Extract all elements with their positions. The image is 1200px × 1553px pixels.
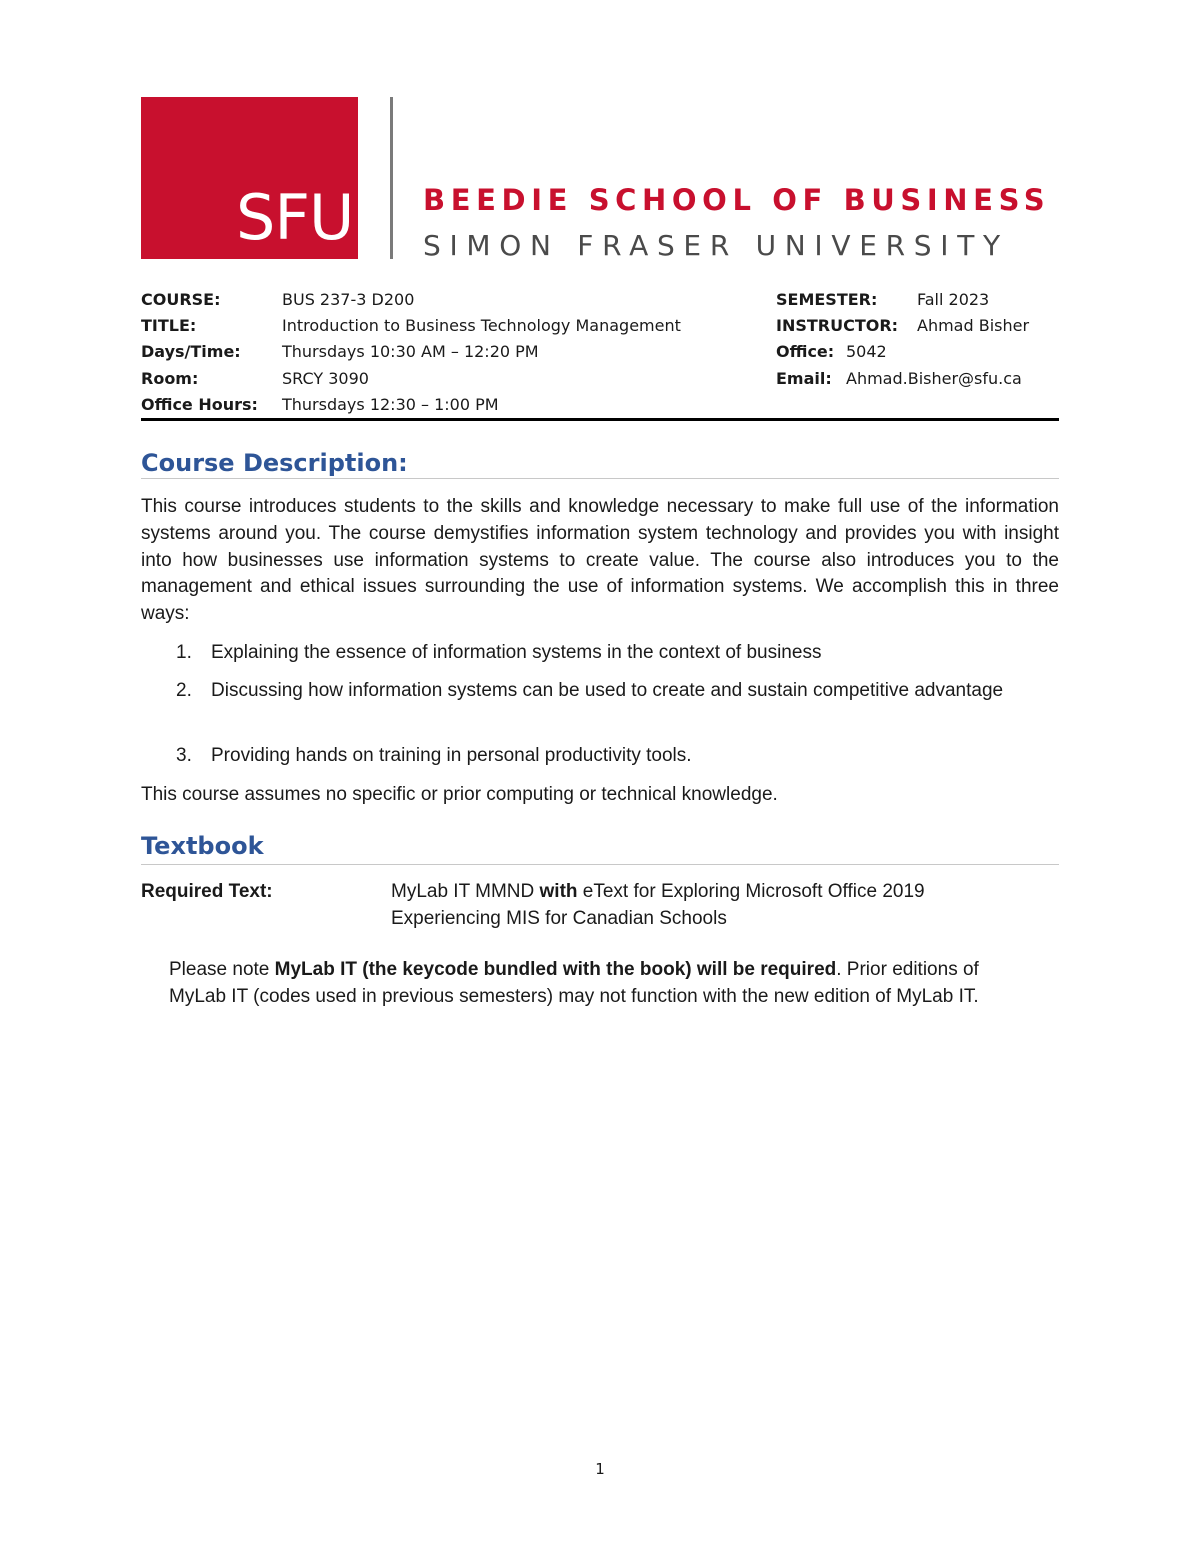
course-value: BUS 237-3 D200	[282, 290, 415, 309]
instructor-label: INSTRUCTOR:	[776, 316, 899, 335]
days-time-label: Days/Time:	[141, 342, 241, 361]
description-paragraph: This course introduces students to the skills and knowledge necessary to make full use of the information systems around you. The course demystifies information system technology and provides you with insight into how businesses use information systems to create value. The course also introduces you to the management and ethical issues surrounding the use of information systems. We accomplish this in three ways:	[141, 496, 1059, 625]
textbook-note	[169, 957, 1019, 1011]
days-time-value: Thursdays 10:30 AM – 12:20 PM	[282, 342, 539, 361]
sfu-logo	[141, 97, 358, 259]
office-value: 5042	[846, 342, 887, 361]
school-name: BEEDIE SCHOOL OF BUSINESS	[423, 183, 1051, 217]
text-segment: MyLab IT MMND	[391, 881, 540, 902]
room-label: Room:	[141, 369, 199, 388]
list-item-number: 1.	[176, 642, 192, 663]
bold-segment: MyLab IT (the keycode bundled with the book) will be required	[274, 959, 837, 980]
logo-divider	[390, 97, 393, 259]
text-segment: . Prior editions of MyLab IT (codes used in previous semesters) may not function with the new edition of MyLab IT.	[169, 959, 979, 1007]
textbook-heading: Textbook	[141, 832, 264, 860]
required-text-value	[391, 879, 1059, 933]
text-segment: eText for Exploring Microsoft Office 2019	[577, 881, 925, 902]
required-text-line-1	[391, 879, 1059, 906]
email-label: Email:	[776, 369, 832, 388]
semester-label: SEMESTER:	[776, 290, 878, 309]
instructor-value: Ahmad Bisher	[917, 316, 1030, 335]
heading-underline	[141, 864, 1059, 865]
title-value: Introduction to Business Technology Management	[282, 316, 681, 335]
office-hours-label: Office Hours:	[141, 395, 258, 414]
page-number: 1	[595, 1460, 605, 1478]
office-hours-value: Thursdays 12:30 – 1:00 PM	[282, 395, 499, 414]
course-description-heading: Course Description:	[141, 449, 408, 477]
header-rule	[141, 418, 1059, 421]
bold-segment: with	[539, 881, 578, 902]
list-item-number: 3.	[176, 745, 192, 766]
list-item: Discussing how information systems can be used to create and sustain competitive advantage	[211, 680, 1004, 701]
email-value[interactable]: Ahmad.Bisher@sfu.ca	[846, 369, 1022, 388]
text-segment: Please note	[169, 959, 275, 980]
list-item: Explaining the essence of information systems in the context of business	[211, 642, 822, 663]
office-label: Office:	[776, 342, 835, 361]
required-text-line-2: Experiencing MIS for Canadian Schools	[391, 907, 727, 929]
heading-underline	[141, 478, 1059, 479]
description-closing: This course assumes no specific or prior computing or technical knowledge.	[141, 784, 778, 805]
list-item: Providing hands on training in personal productivity tools.	[211, 745, 692, 766]
course-label: COURSE:	[141, 290, 221, 309]
sfu-logo-mark: SFU	[236, 181, 354, 254]
university-name: SIMON FRASER UNIVERSITY	[423, 229, 1009, 262]
room-value: SRCY 3090	[282, 369, 369, 388]
semester-value: Fall 2023	[917, 290, 990, 309]
title-label: TITLE:	[141, 316, 197, 335]
list-item-number: 2.	[176, 680, 192, 701]
required-text-label: Required Text:	[141, 881, 273, 902]
